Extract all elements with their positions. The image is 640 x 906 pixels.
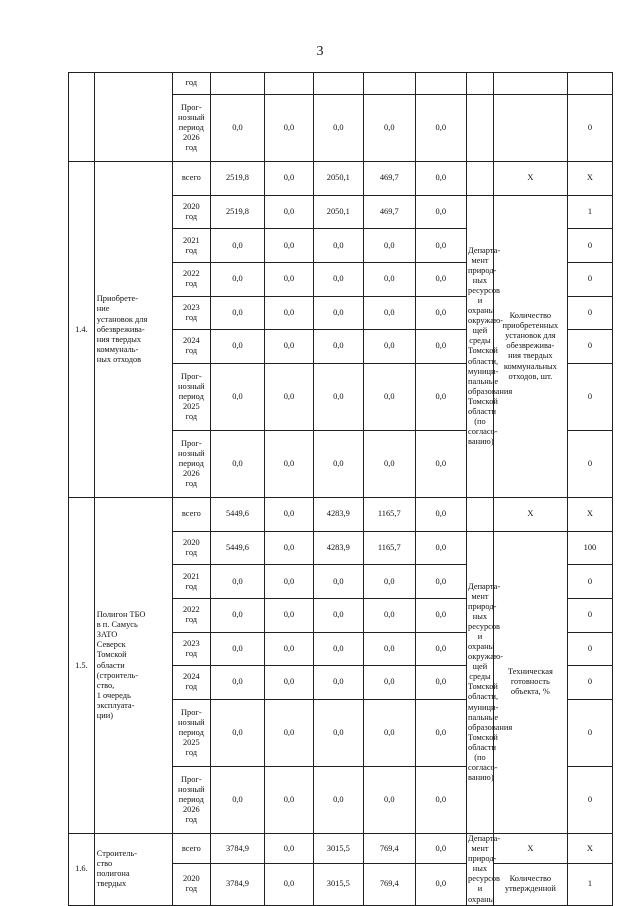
extra-cell: 0,0 — [415, 296, 467, 330]
local-cell: 0,0 — [364, 430, 416, 497]
regional-cell: 0,0 — [313, 262, 363, 296]
total-cell: 0,0 — [210, 363, 265, 430]
extra-cell — [415, 73, 467, 95]
extra-cell: 0,0 — [415, 766, 467, 833]
indicator-cell: X — [493, 834, 567, 864]
extra-cell: 0,0 — [415, 864, 467, 905]
item-number: 1.5. — [69, 498, 95, 834]
target-cell: 0 — [567, 766, 612, 833]
local-cell: 0,0 — [364, 766, 416, 833]
target-cell: 0 — [567, 296, 612, 330]
local-cell: 0,0 — [364, 296, 416, 330]
target-cell: 1 — [567, 864, 612, 905]
total-cell: 0,0 — [210, 666, 265, 700]
regional-cell: 0,0 — [313, 363, 363, 430]
period-cell: Прог- нозный период 2025 год — [173, 363, 211, 430]
program-table — [68, 72, 613, 906]
period-cell: всего — [173, 162, 211, 196]
federal-cell: 0,0 — [265, 699, 313, 766]
target-cell: 0 — [567, 430, 612, 497]
local-cell: 469,7 — [364, 162, 416, 196]
period-cell: Прог- нозный период 2025 год — [173, 699, 211, 766]
local-cell: 0,0 — [364, 632, 416, 666]
target-cell: 0 — [567, 229, 612, 263]
local-cell: 0,0 — [364, 699, 416, 766]
value-cell: X — [493, 498, 567, 532]
total-cell: 2519,8 — [210, 162, 265, 196]
indicator-cell — [493, 73, 567, 95]
period-cell: всего — [173, 834, 211, 864]
period-cell: 2024 год — [173, 330, 211, 364]
indicator-cell: Количество приобретенных установок для обезврежива- ния твердых коммунальных отходов, шт. — [493, 195, 567, 497]
measure-name: Строитель- ство полигона твердых — [94, 834, 172, 906]
extra-cell: 0,0 — [415, 229, 467, 263]
total-cell: 0,0 — [210, 95, 265, 162]
item-number — [69, 73, 95, 162]
local-cell: 0,0 — [364, 666, 416, 700]
period-cell: 2023 год — [173, 296, 211, 330]
target-cell: 1 — [567, 195, 612, 229]
federal-cell: 0,0 — [265, 766, 313, 833]
table-row — [69, 73, 613, 95]
federal-cell: 0,0 — [265, 632, 313, 666]
target-cell: X — [567, 498, 612, 532]
period-cell: 2020 год — [173, 531, 211, 565]
period-cell: Прог- нозный период 2026 год — [173, 95, 211, 162]
period-cell: Прог- нозный период 2026 год — [173, 766, 211, 833]
period-cell: 2021 год — [173, 229, 211, 263]
regional-cell: 0,0 — [313, 766, 363, 833]
total-cell: 0,0 — [210, 229, 265, 263]
regional-cell: 0,0 — [313, 598, 363, 632]
federal-cell: 0,0 — [265, 531, 313, 565]
target-cell: 0 — [567, 632, 612, 666]
federal-cell — [265, 73, 313, 95]
extra-cell: 0,0 — [415, 834, 467, 864]
local-cell: 0,0 — [364, 363, 416, 430]
extra-cell: 0,0 — [415, 262, 467, 296]
period-cell: 2022 год — [173, 598, 211, 632]
regional-cell: 0,0 — [313, 666, 363, 700]
regional-cell — [313, 73, 363, 95]
federal-cell: 0,0 — [265, 363, 313, 430]
federal-cell: 0,0 — [265, 430, 313, 497]
period-cell: 2021 год — [173, 565, 211, 599]
federal-cell: 0,0 — [265, 666, 313, 700]
local-cell: 769,4 — [364, 834, 416, 864]
total-cell: 0,0 — [210, 699, 265, 766]
period-cell: Прог- нозный период 2026 год — [173, 430, 211, 497]
total-cell: 0,0 — [210, 766, 265, 833]
regional-cell: 0,0 — [313, 699, 363, 766]
target-cell: X — [567, 162, 612, 196]
total-cell: 0,0 — [210, 262, 265, 296]
local-cell — [364, 73, 416, 95]
period-cell: 2024 год — [173, 666, 211, 700]
regional-cell: 3015,5 — [313, 864, 363, 905]
total-cell: 0,0 — [210, 430, 265, 497]
period-cell: всего — [173, 498, 211, 532]
federal-cell: 0,0 — [265, 834, 313, 864]
measure-name — [94, 73, 172, 162]
total-cell: 0,0 — [210, 330, 265, 364]
regional-cell: 3015,5 — [313, 834, 363, 864]
local-cell: 1165,7 — [364, 531, 416, 565]
federal-cell: 0,0 — [265, 598, 313, 632]
local-cell: 1165,7 — [364, 498, 416, 532]
local-cell: 0,0 — [364, 330, 416, 364]
extra-cell: 0,0 — [415, 195, 467, 229]
target-cell — [567, 73, 612, 95]
table-row — [69, 498, 613, 532]
regional-cell: 0,0 — [313, 95, 363, 162]
total-cell: 0,0 — [210, 565, 265, 599]
table-row — [69, 834, 613, 864]
target-cell: 100 — [567, 531, 612, 565]
period-cell: 2020 год — [173, 195, 211, 229]
extra-cell: 0,0 — [415, 565, 467, 599]
indicator-cell: Количество утвержденной — [493, 864, 567, 905]
dept-cell — [467, 95, 494, 162]
target-cell: 0 — [567, 666, 612, 700]
regional-cell: 4283,9 — [313, 498, 363, 532]
local-cell: 0,0 — [364, 262, 416, 296]
total-cell: 0,0 — [210, 598, 265, 632]
regional-cell: 0,0 — [313, 430, 363, 497]
dept-cell: Департа- мент природ- ных ресурсов и охраны окружаю- щей среды Томской области, муници- пальные образования Томской области (по согласо- ванию) — [467, 195, 494, 497]
regional-cell: 0,0 — [313, 229, 363, 263]
extra-cell: 0,0 — [415, 162, 467, 196]
total-cell: 5449,6 — [210, 531, 265, 565]
federal-cell: 0,0 — [265, 498, 313, 532]
measure-name: Полигон ТБО в п. Самусь ЗАТО Северск Томской области (строитель- ство, 1 очередь эксплуата- ции) — [94, 498, 172, 834]
indicator-cell: Техническая готовность объекта, % — [493, 531, 567, 833]
target-cell: X — [567, 834, 612, 864]
dept-cell: Департа- мент природ- ных ресурсов и охраны окружаю- щей среды Томской области, муници- пальные образования Томской области (по согласо- ванию) — [467, 531, 494, 833]
page-number: 3 — [316, 44, 324, 59]
extra-cell: 0,0 — [415, 666, 467, 700]
value-cell: X — [493, 162, 567, 196]
regional-cell: 2050,1 — [313, 162, 363, 196]
regional-cell: 0,0 — [313, 565, 363, 599]
extra-cell: 0,0 — [415, 598, 467, 632]
dept-cell — [467, 73, 494, 95]
extra-cell: 0,0 — [415, 699, 467, 766]
federal-cell: 0,0 — [265, 229, 313, 263]
target-cell: 0 — [567, 95, 612, 162]
local-cell: 769,4 — [364, 864, 416, 905]
total-cell: 3784,9 — [210, 864, 265, 905]
period-cell: год — [173, 73, 211, 95]
period-cell: 2023 год — [173, 632, 211, 666]
total-cell: 5449,6 — [210, 498, 265, 532]
federal-cell: 0,0 — [265, 262, 313, 296]
local-cell: 0,0 — [364, 565, 416, 599]
regional-cell: 0,0 — [313, 296, 363, 330]
indicator-cell — [493, 95, 567, 162]
federal-cell: 0,0 — [265, 330, 313, 364]
target-cell: 0 — [567, 262, 612, 296]
target-cell: 0 — [567, 330, 612, 364]
total-cell — [210, 73, 265, 95]
federal-cell: 0,0 — [265, 565, 313, 599]
local-cell: 469,7 — [364, 195, 416, 229]
dept-cell: Департа- мент природ- ных ресурсов и охраны — [468, 834, 501, 904]
total-cell: 0,0 — [210, 296, 265, 330]
federal-cell: 0,0 — [265, 864, 313, 905]
federal-cell: 0,0 — [265, 296, 313, 330]
table-row — [69, 162, 613, 196]
extra-cell: 0,0 — [415, 363, 467, 430]
period-cell: 2022 год — [173, 262, 211, 296]
extra-cell: 0,0 — [415, 632, 467, 666]
local-cell: 0,0 — [364, 95, 416, 162]
total-cell: 3784,9 — [210, 834, 265, 864]
regional-cell: 4283,9 — [313, 531, 363, 565]
extra-cell: 0,0 — [415, 95, 467, 162]
extra-cell: 0,0 — [415, 330, 467, 364]
measure-name: Приобрете- ние установок для обезврежива- ния твердых коммуналь- ных отходов — [94, 162, 172, 498]
target-cell: 0 — [567, 565, 612, 599]
regional-cell: 0,0 — [313, 632, 363, 666]
target-cell: 0 — [567, 598, 612, 632]
local-cell: 0,0 — [364, 598, 416, 632]
local-cell: 0,0 — [364, 229, 416, 263]
federal-cell: 0,0 — [265, 95, 313, 162]
period-cell: 2020 год — [173, 864, 211, 905]
regional-cell: 2050,1 — [313, 195, 363, 229]
federal-cell: 0,0 — [265, 195, 313, 229]
total-cell: 2519,8 — [210, 195, 265, 229]
dept-cell — [467, 162, 494, 196]
total-cell: 0,0 — [210, 632, 265, 666]
item-number: 1.6. — [69, 834, 95, 906]
target-cell: 0 — [567, 699, 612, 766]
regional-cell: 0,0 — [313, 330, 363, 364]
extra-cell: 0,0 — [415, 531, 467, 565]
item-number: 1.4. — [69, 162, 95, 498]
target-cell: 0 — [567, 363, 612, 430]
dept-cell — [467, 498, 494, 532]
federal-cell: 0,0 — [265, 162, 313, 196]
extra-cell: 0,0 — [415, 430, 467, 497]
extra-cell: 0,0 — [415, 498, 467, 532]
